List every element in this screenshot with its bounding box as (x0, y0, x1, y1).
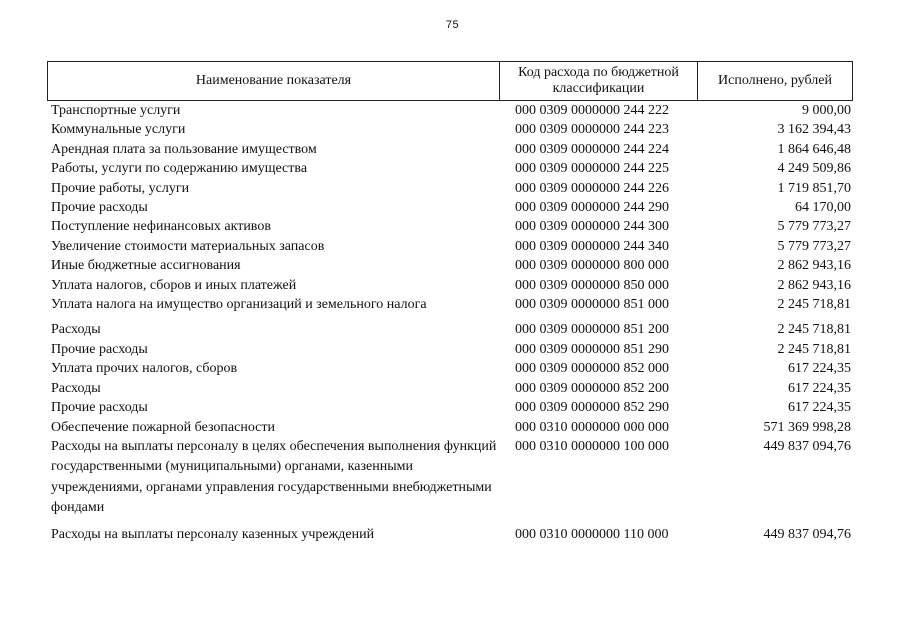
row-value: 449 837 094,76 (763, 526, 851, 542)
row-value: 2 862 943,16 (777, 258, 851, 274)
row-value: 2 245 718,81 (777, 322, 851, 338)
row-value: 2 245 718,81 (777, 341, 851, 357)
table-row (51, 320, 851, 339)
row-name: Работы, услуги по содержанию имущества (51, 161, 308, 177)
row-code: 000 0309 0000000 244 224 (515, 141, 669, 157)
row-code: 000 0309 0000000 851 200 (515, 322, 669, 338)
row-code: 000 0309 0000000 800 000 (515, 258, 669, 274)
row-name: Увеличение стоимости материальных запасов (51, 238, 325, 254)
row-code: 000 0309 0000000 244 290 (515, 200, 669, 216)
table-body (51, 101, 851, 544)
row-name: Уплата налога на имущество организаций и земельного налога (51, 297, 427, 313)
table-row (51, 256, 851, 275)
table-row (51, 359, 851, 378)
row-value: 1 864 646,48 (777, 141, 851, 157)
row-value: 5 779 773,27 (777, 238, 851, 254)
table-row (51, 437, 851, 519)
table-row (51, 120, 851, 139)
row-value: 617 224,35 (788, 400, 851, 416)
table-row (51, 101, 851, 120)
header-name: Наименование показателя (47, 62, 499, 100)
row-code: 000 0310 0000000 100 000 (515, 438, 669, 454)
table-row (51, 179, 851, 198)
row-name: Арендная плата за пользование имуществом (51, 141, 317, 157)
row-code: 000 0310 0000000 000 000 (515, 419, 669, 435)
row-code: 000 0309 0000000 851 000 (515, 297, 669, 313)
row-name: Иные бюджетные ассигнования (51, 258, 241, 274)
row-name: Поступление нефинансовых активов (51, 219, 271, 235)
row-value: 3 162 394,43 (777, 122, 851, 138)
row-name: Расходы (51, 380, 101, 396)
row-name: Прочие расходы (51, 341, 148, 357)
row-value: 617 224,35 (788, 380, 851, 396)
table-row (51, 525, 851, 544)
row-value: 4 249 509,86 (777, 161, 851, 177)
row-value: 449 837 094,76 (763, 438, 851, 454)
row-value: 571 369 998,28 (763, 419, 851, 435)
table-row (51, 379, 851, 398)
table-row (51, 217, 851, 236)
header-executed: Исполнено, рублей (697, 62, 853, 100)
row-value: 2 862 943,16 (777, 277, 851, 293)
table-row (51, 198, 851, 217)
row-name: Обеспечение пожарной безопасности (51, 419, 276, 435)
table-row (51, 295, 851, 314)
row-code: 000 0309 0000000 244 225 (515, 161, 669, 177)
table-row (51, 237, 851, 256)
row-code: 000 0309 0000000 244 300 (515, 219, 669, 235)
row-name: Уплата налогов, сборов и иных платежей (51, 277, 297, 293)
page-number: 75 (445, 19, 460, 31)
row-value: 9 000,00 (802, 103, 851, 118)
row-value: 1 719 851,70 (777, 180, 851, 196)
row-code: 000 0309 0000000 851 290 (515, 341, 669, 357)
row-code: 000 0309 0000000 852 200 (515, 380, 669, 396)
row-code: 000 0309 0000000 244 226 (515, 180, 669, 196)
table-row (51, 418, 851, 437)
row-code: 000 0310 0000000 110 000 (515, 526, 669, 542)
row-name: Расходы (51, 322, 101, 338)
row-code: 000 0309 0000000 850 000 (515, 277, 669, 293)
row-value: 2 245 718,81 (777, 297, 851, 313)
row-name: Коммунальные услуги (51, 122, 186, 138)
table-row (51, 276, 851, 295)
table-row (51, 159, 851, 178)
row-value: 64 170,00 (795, 200, 851, 216)
row-name: Уплата прочих налогов, сборов (51, 361, 238, 377)
row-code: 000 0309 0000000 244 223 (515, 122, 669, 138)
row-value: 5 779 773,27 (777, 219, 851, 235)
row-name: Прочие расходы (51, 200, 148, 216)
row-code: 000 0309 0000000 852 290 (515, 400, 669, 416)
row-name: Расходы на выплаты персоналу в целях обеспечения выполнения функций государственными (муниципальными) органами, казенными учреждениями, органами управления государственными внебюджетными фондами (51, 438, 497, 516)
row-value: 617 224,35 (788, 361, 851, 377)
table-row (51, 398, 851, 417)
row-code: 000 0309 0000000 244 222 (515, 103, 669, 118)
row-name: Транспортные услуги (51, 103, 181, 118)
header-code: Код расхода по бюджетной классификации (499, 62, 697, 100)
row-code: 000 0309 0000000 244 340 (515, 238, 669, 254)
table-header (47, 61, 853, 101)
table-row (51, 140, 851, 159)
row-name: Прочие работы, услуги (51, 180, 190, 196)
row-code: 000 0309 0000000 852 000 (515, 361, 669, 377)
row-name: Расходы на выплаты персоналу казенных учреждений (51, 526, 375, 542)
table-row (51, 340, 851, 359)
row-name: Прочие расходы (51, 400, 148, 416)
